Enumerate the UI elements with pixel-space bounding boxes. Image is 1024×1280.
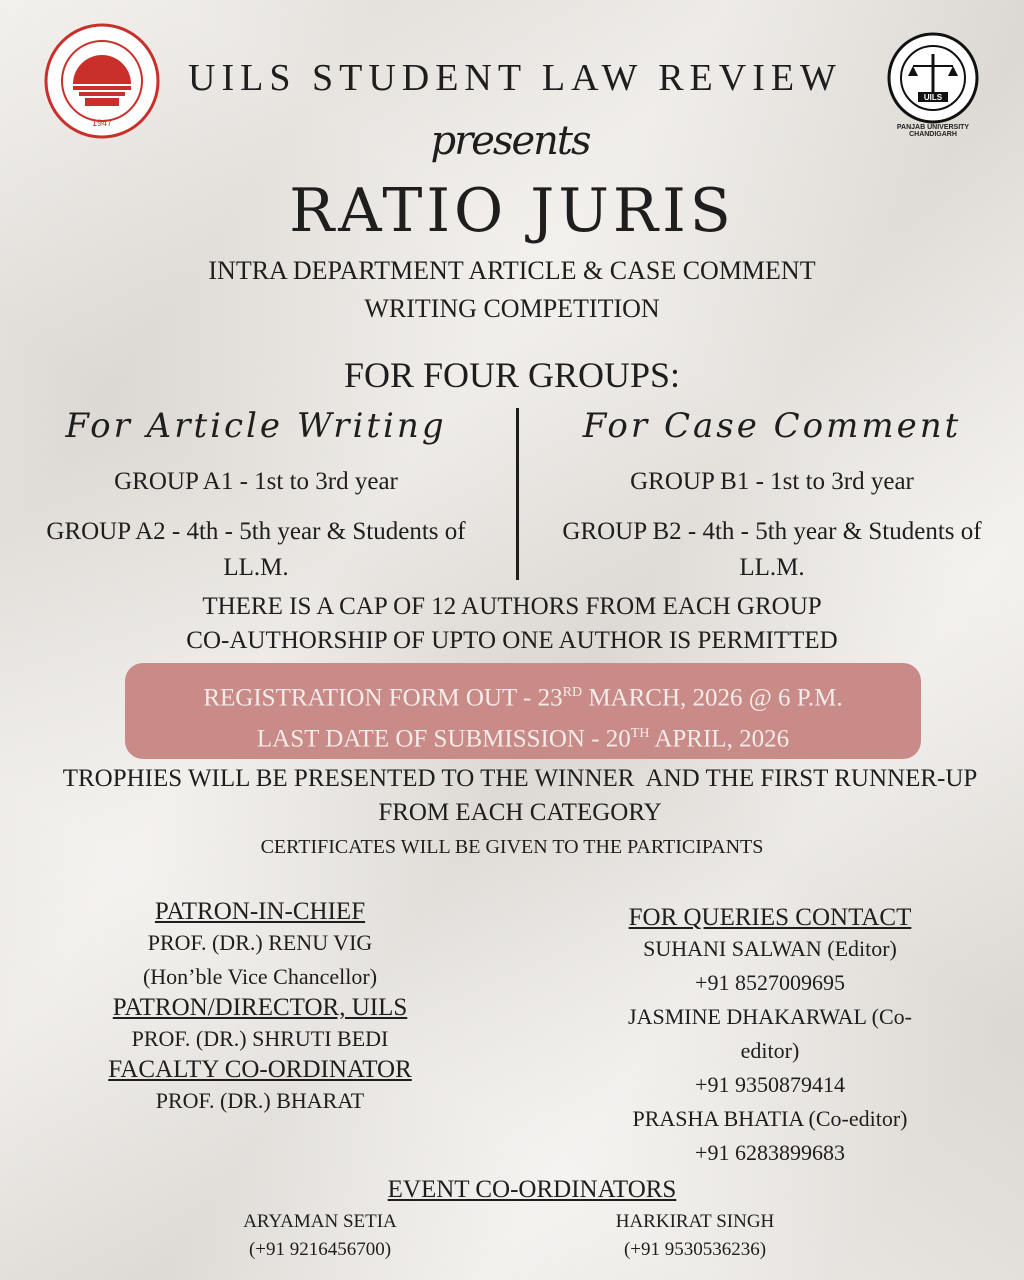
event-coordinator-2	[575, 1208, 815, 1264]
contact-3-name: PRASHA BHATIA (Co-editor)	[632, 1106, 908, 1131]
contact-2-name-cont: editor)	[740, 1038, 800, 1063]
group-b1: GROUP B1 - 1st to 3rd year	[630, 468, 914, 495]
certificates-text: CERTIFICATES WILL BE GIVEN TO THE PARTICIPANTS	[260, 836, 764, 858]
group-b2: GROUP B2 - 4th - 5th year & Students of	[562, 518, 982, 545]
dates-banner	[125, 663, 921, 759]
svg-text:UILS: UILS	[923, 93, 943, 102]
svg-text:1947: 1947	[91, 118, 113, 128]
trophies-line-1: TROPHIES WILL BE PRESENTED TO THE WINNER AND THE FIRST RUNNER-UP	[62, 765, 978, 792]
event-coordinator-1	[200, 1208, 440, 1264]
group-b2-llm: LL.M.	[739, 554, 805, 581]
group-a2: GROUP A2 - 4th - 5th year & Students of	[46, 518, 466, 545]
patron-director-heading: PATRON/DIRECTOR, UILS	[112, 994, 408, 1021]
patron-in-chief-role: (Hon’ble Vice Chancellor)	[142, 964, 378, 989]
author-rules	[80, 590, 944, 658]
contact-3-phone[interactable]: +91 6283899683	[695, 1140, 845, 1165]
faculty-coordinator-name: PROF. (DR.) BHARAT	[155, 1088, 365, 1113]
groups-heading: FOR FOUR GROUPS:	[343, 355, 681, 395]
article-writing-heading: For Article Writing	[65, 406, 447, 446]
coordinator-2-name: HARKIRAT SINGH	[615, 1211, 775, 1232]
submission-date: LAST DATE OF SUBMISSION - 20TH APRIL, 2026	[256, 725, 790, 753]
case-comment-heading: For Case Comment	[582, 406, 962, 446]
event-subtitle	[150, 252, 874, 328]
subtitle-line-1: INTRA DEPARTMENT ARTICLE & CASE COMMENT	[208, 256, 816, 285]
uils-logo	[880, 30, 986, 136]
queries-heading: FOR QUERIES CONTACT	[628, 904, 912, 931]
trophies-line-2: FROM EACH CATEGORY	[378, 799, 662, 826]
publication-title: UILS STUDENT LAW REVIEW	[188, 57, 842, 99]
contact-1-phone[interactable]: +91 8527009695	[695, 970, 845, 995]
author-cap-text: THERE IS A CAP OF 12 AUTHORS FROM EACH GROUP	[202, 593, 822, 620]
column-divider	[516, 408, 519, 580]
coordinator-1-phone[interactable]: (+91 9216456700)	[248, 1239, 392, 1260]
registration-date: REGISTRATION FORM OUT - 23RD MARCH, 2026 @ 6 P.M.	[203, 684, 843, 712]
faculty-coordinator-heading: FACALTY CO-ORDINATOR	[108, 1056, 412, 1083]
uils-logo-caption: PANJAB UNIVERSITY CHANDIGARH	[896, 124, 970, 138]
patron-in-chief-heading: PATRON-IN-CHIEF	[154, 898, 366, 925]
contact-2-phone[interactable]: +91 9350879414	[695, 1072, 845, 1097]
presents-text: presents	[430, 118, 590, 164]
patron-in-chief-name: PROF. (DR.) RENU VIG	[147, 930, 373, 955]
case-comment-column	[520, 406, 1024, 586]
coordinator-2-phone[interactable]: (+91 9530536236)	[623, 1239, 767, 1260]
panjab-university-logo	[43, 22, 161, 140]
patron-director-name: PROF. (DR.) SHRUTI BEDI	[131, 1026, 389, 1051]
group-a2-llm: LL.M.	[223, 554, 289, 581]
group-a1: GROUP A1 - 1st to 3rd year	[114, 468, 398, 495]
event-coordinators-heading: EVENT CO-ORDINATORS	[387, 1176, 677, 1203]
contact-2-name: JASMINE DHAKARWAL (Co-	[628, 1004, 912, 1029]
contact-1-name: SUHANI SALWAN (Editor)	[643, 936, 897, 961]
coauthorship-text: CO-AUTHORSHIP OF UPTO ONE AUTHOR IS PERMITTED	[186, 627, 838, 654]
event-name: RATIO JURIS	[289, 176, 735, 246]
coordinator-1-name: ARYAMAN SETIA	[243, 1211, 397, 1232]
article-writing-column	[0, 406, 512, 586]
contacts-block	[560, 904, 980, 1170]
subtitle-line-2: WRITING COMPETITION	[364, 294, 660, 323]
patrons-block	[40, 898, 480, 1118]
awards-text	[20, 762, 1020, 830]
